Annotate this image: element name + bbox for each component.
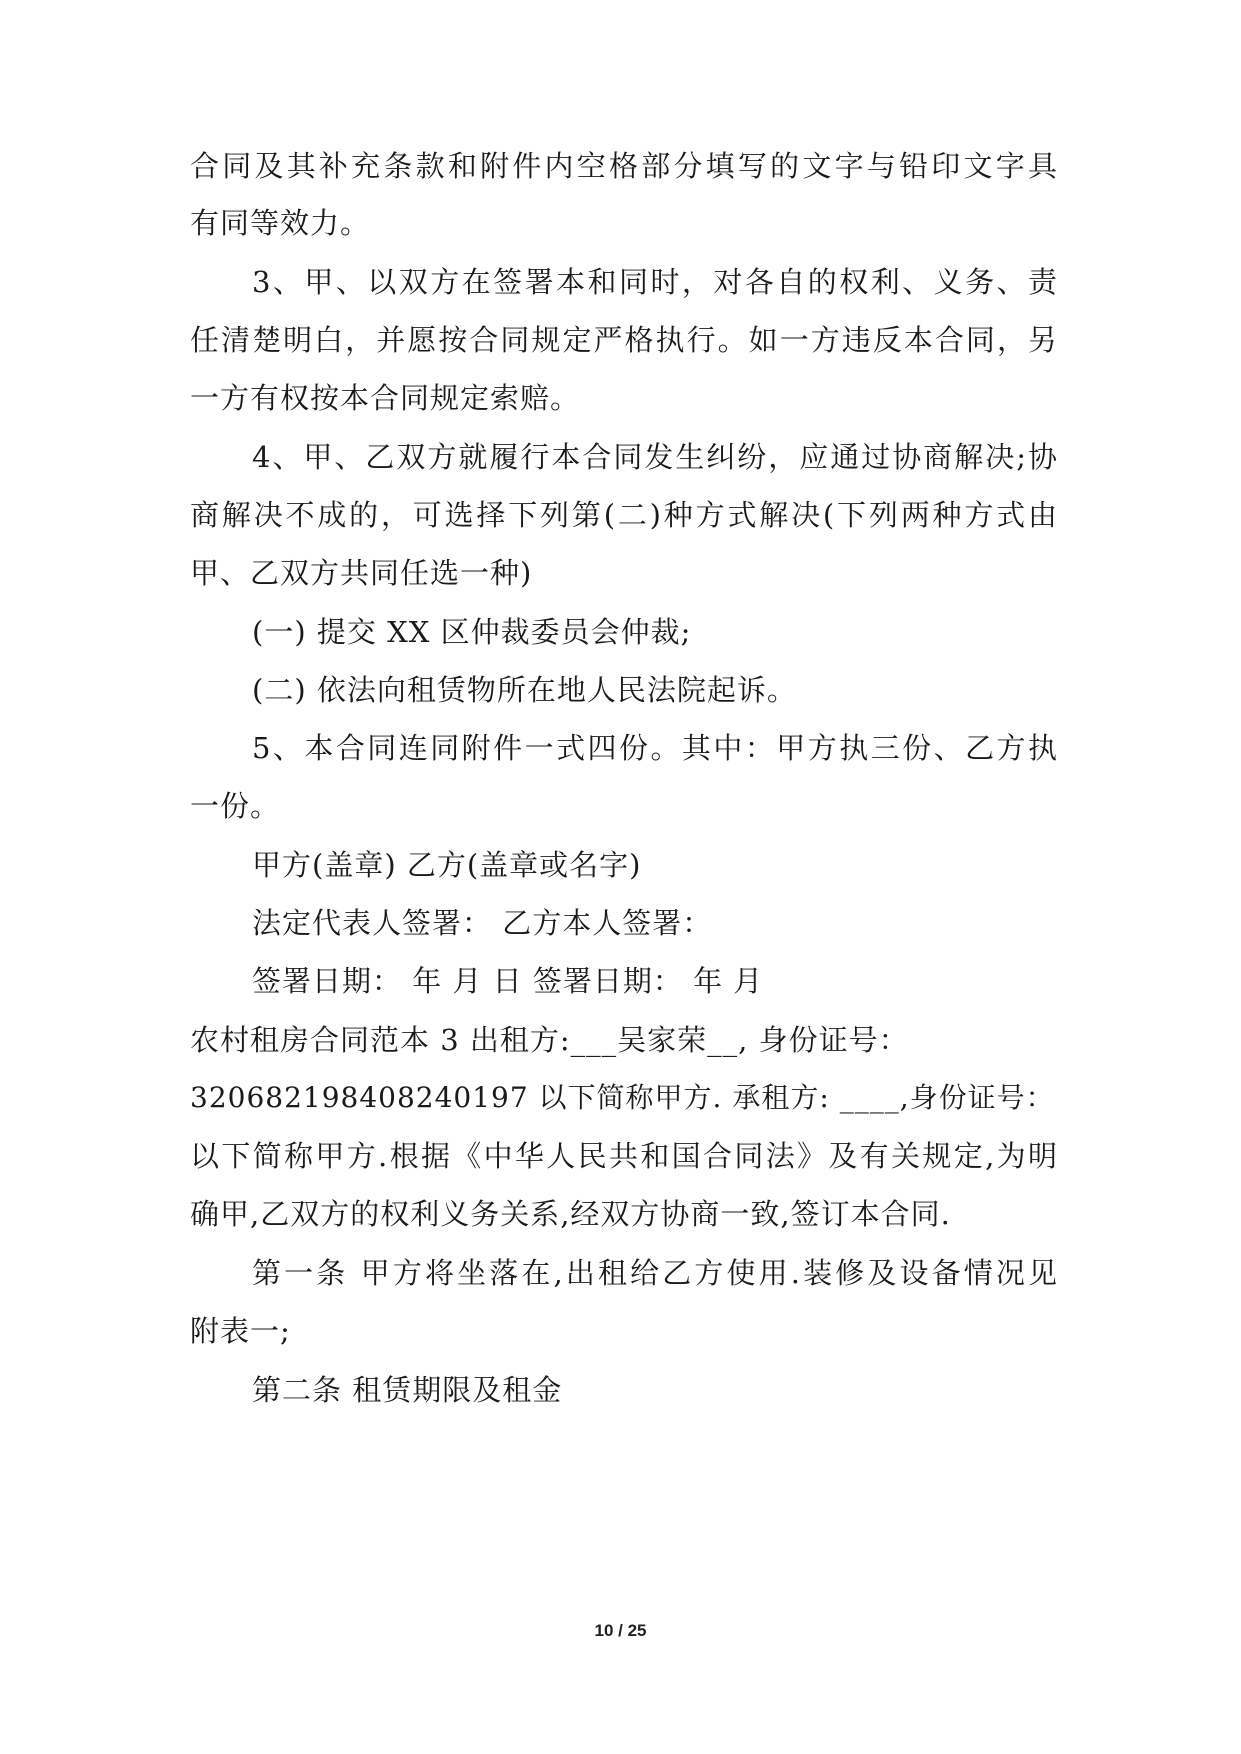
- paragraph-line: 甲、乙双方共同任选一种): [190, 556, 533, 590]
- paragraph-line: 商解决不成的，可选择下列第(二)种方式解决(下列两种方式由: [190, 498, 1058, 532]
- signature-line: 甲方(盖章) 乙方(盖章或名字): [252, 848, 642, 882]
- paragraph-line: 任清楚明白，并愿按合同规定严格执行。如一方违反本合同，另: [190, 323, 1058, 357]
- paragraph-line: 3、甲、以双方在签署本和同时，对各自的权利、义务、责: [252, 265, 1058, 299]
- paragraph-line: 确甲,乙双方的权利义务关系,经双方协商一致,签订本合同.: [190, 1197, 951, 1231]
- paragraph-line: 以下简称甲方.根据《中华人民共和国合同法》及有关规定,为明: [190, 1139, 1058, 1173]
- paragraph-line: 有同等效力。: [190, 206, 371, 240]
- signature-line: 签署日期： 年 月 日 签署日期： 年 月: [252, 964, 764, 998]
- paragraph-line: 一方有权按本合同规定索赔。: [190, 381, 581, 415]
- paragraph-line: 农村租房合同范本 3 出租方:___吴家荣__, 身份证号：: [190, 1023, 909, 1057]
- paragraph-line: (一) 提交 XX 区仲裁委员会仲裁;: [252, 615, 692, 649]
- signature-line: 法定代表人签署： 乙方本人签署：: [252, 906, 713, 940]
- paragraph-line: 合同及其补充条款和附件内空格部分填写的文字与铅印文字具: [190, 149, 1058, 183]
- paragraph-line: 一份。: [190, 789, 281, 823]
- paragraph-line: 附表一;: [190, 1314, 291, 1348]
- section-heading: 第二条 租赁期限及租金: [252, 1373, 563, 1407]
- paragraph-line: (二) 依法向租赁物所在地人民法院起诉。: [252, 673, 797, 707]
- paragraph-line: 320682198408240197 以下简称甲方. 承租方: ____,身份证号：: [190, 1081, 1055, 1114]
- paragraph-line: 4、甲、乙双方就履行本合同发生纠纷，应通过协商解决;协: [252, 440, 1058, 474]
- paragraph-line: 第一条 甲方将坐落在,出租给乙方使用.装修及设备情况见: [252, 1256, 1058, 1290]
- page-number: 10 / 25: [594, 1621, 647, 1640]
- paragraph-line: 5、本合同连同附件一式四份。其中：甲方执三份、乙方执: [252, 731, 1058, 765]
